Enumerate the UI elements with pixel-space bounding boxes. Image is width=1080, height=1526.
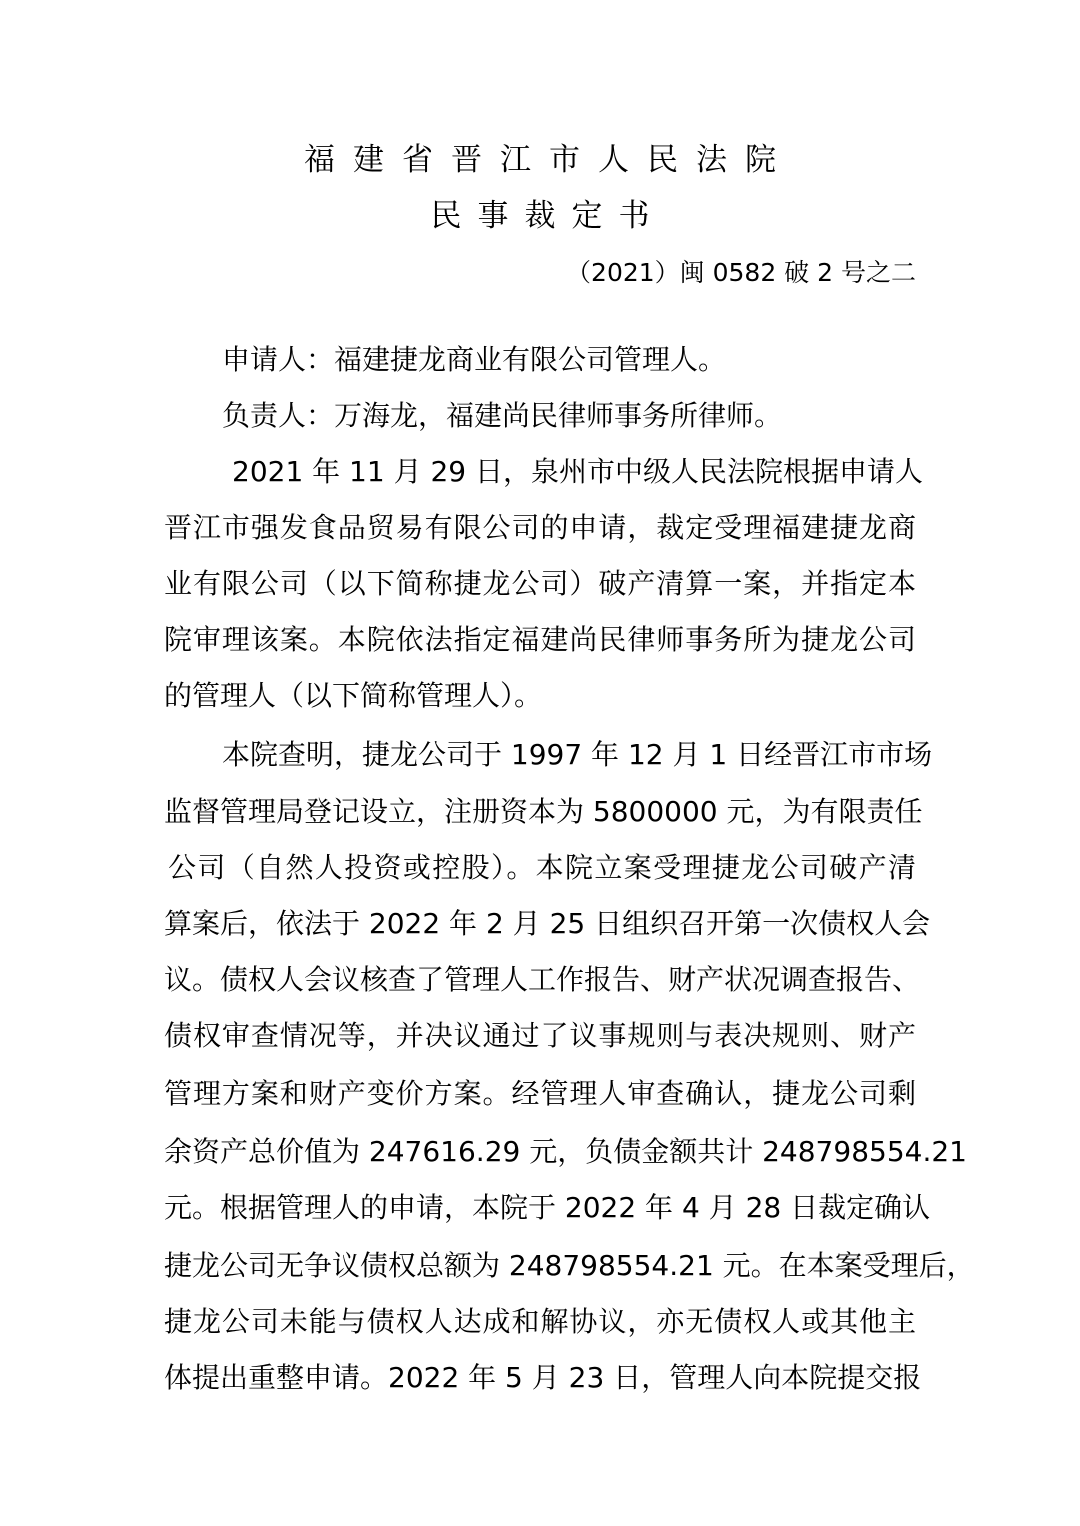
applicant-line: 申请人：福建捷龙商业有限公司管理人。 [222,343,727,376]
body-line: 晋江市强发食品贸易有限公司的申请，裁定受理福建捷龙商 [164,511,916,544]
body-line: 债权审查情况等，并决议通过了议事规则与表决规则、财产 [164,1019,916,1052]
document-type-title: 民事裁定书 [430,198,666,234]
body-line: 算案后，依法于 2022 年 2 月 25 日组织召开第一次债权人会 [164,907,931,940]
body-line: 余资产总价值为 247616.29 元，负债金额共计 248798554.21 [164,1135,967,1168]
body-line: 公司（自然人投资或控股）。本院立案受理捷龙公司破产清 [168,851,916,884]
body-line: 院审理该案。本院依法指定福建尚民律师事务所为捷龙公司 [164,623,916,656]
body-line: 业有限公司（以下简称捷龙公司）破产清算一案，并指定本 [164,567,916,600]
body-line: 的管理人（以下简称管理人）。 [164,679,543,712]
body-line: 2021 年 11 月 29 日，泉州市中级人民法院根据申请人 [232,455,924,488]
body-line: 体提出重整申请。2022 年 5 月 23 日，管理人向本院提交报 [164,1361,922,1394]
body-line: 议。债权人会议核查了管理人工作报告、财产状况调查报告、 [164,963,921,996]
body-line: 监督管理局登记设立，注册资本为 5800000 元，为有限责任 [164,795,923,828]
body-line: 本院查明，捷龙公司于 1997 年 12 月 1 日经晋江市市场 [222,738,933,771]
person-in-charge-line: 负责人：万海龙，福建尚民律师事务所律师。 [222,399,783,432]
case-number: （2021）闽 0582 破 2 号之二 [566,258,916,287]
body-line: 捷龙公司未能与债权人达成和解协议，亦无债权人或其他主 [164,1305,916,1338]
body-line: 捷龙公司无争议债权总额为 248798554.21 元。在本案受理后， [164,1249,975,1282]
court-name: 福建省晋江市人民法院 [304,142,794,178]
body-line: 元。根据管理人的申请，本院于 2022 年 4 月 28 日裁定确认 [164,1191,931,1224]
body-line: 管理方案和财产变价方案。经管理人审查确认，捷龙公司剩 [164,1077,916,1110]
